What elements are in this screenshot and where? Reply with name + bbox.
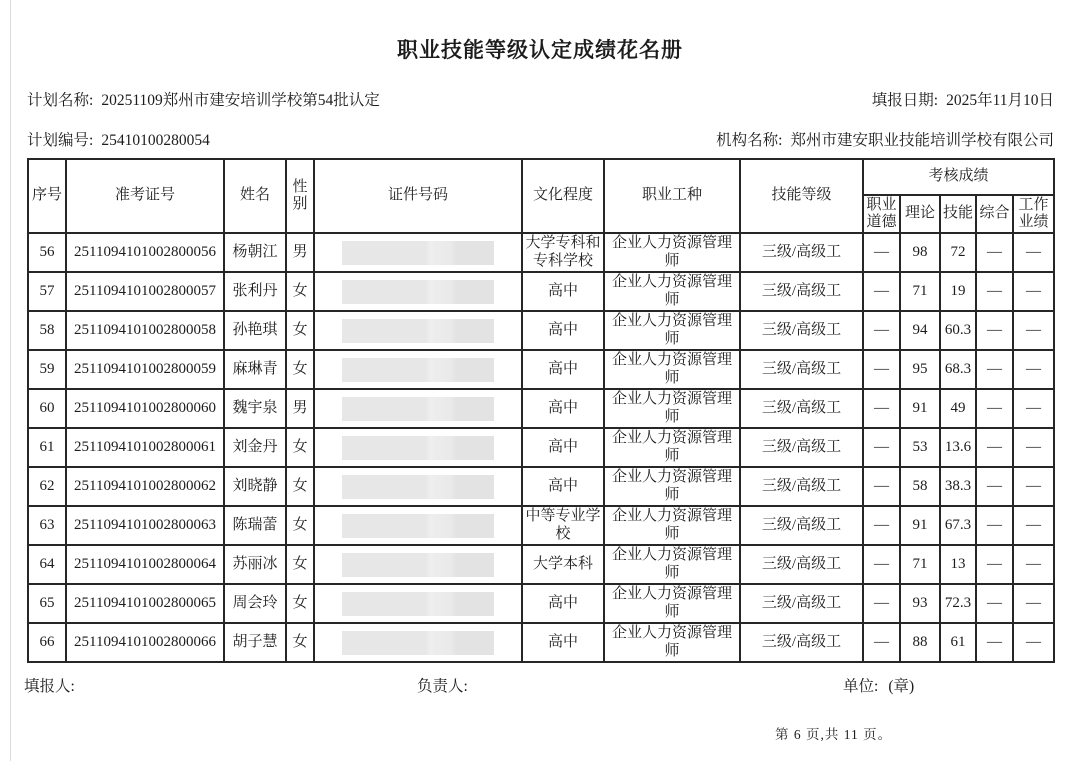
org-name xyxy=(716,128,1054,150)
cell-score-ethics: — xyxy=(863,311,900,350)
cell-score-work: — xyxy=(1013,272,1054,311)
cell-exam-no: 2511094101002800062 xyxy=(66,467,224,506)
cell-education: 高中 xyxy=(522,467,604,506)
cell-education: 高中 xyxy=(522,584,604,623)
table-row xyxy=(28,389,1054,428)
cell-occupation: 企业人力资源管理师 xyxy=(604,428,740,467)
cell-id-no xyxy=(314,389,522,428)
redacted-id-box xyxy=(342,397,494,421)
cell-score-work: — xyxy=(1013,428,1054,467)
redacted-id-box xyxy=(342,475,494,499)
cell-id-no xyxy=(314,467,522,506)
cell-no: 62 xyxy=(28,467,66,506)
cell-id-no xyxy=(314,233,522,272)
header-gender: 性别 xyxy=(286,159,314,233)
cell-education: 高中 xyxy=(522,272,604,311)
plan-code-value: 25410100280054 xyxy=(101,132,210,149)
page-title: 职业技能等级认定成绩花名册 xyxy=(397,39,683,62)
cell-exam-no: 2511094101002800058 xyxy=(66,311,224,350)
cell-no: 58 xyxy=(28,311,66,350)
cell-no: 66 xyxy=(28,623,66,662)
cell-occupation: 企业人力资源管理师 xyxy=(604,467,740,506)
unit-label-group xyxy=(843,674,914,696)
header-theory: 理论 xyxy=(900,195,940,233)
report-date-value: 2025年11月10日 xyxy=(946,92,1054,109)
header-work: 工作业绩 xyxy=(1013,195,1054,233)
header-level: 技能等级 xyxy=(740,159,863,233)
cell-level: 三级/高级工 xyxy=(740,506,863,545)
table-row xyxy=(28,545,1054,584)
cell-score-work: — xyxy=(1013,545,1054,584)
table-row xyxy=(28,584,1054,623)
cell-id-no xyxy=(314,428,522,467)
cell-gender: 女 xyxy=(286,350,314,389)
cell-score-ethics: — xyxy=(863,389,900,428)
plan-code-label: 计划编号: xyxy=(27,132,94,149)
cell-score-work: — xyxy=(1013,584,1054,623)
cell-score-skill: 49 xyxy=(940,389,976,428)
cell-gender: 女 xyxy=(286,272,314,311)
footer-row xyxy=(0,674,1080,694)
cell-occupation: 企业人力资源管理师 xyxy=(604,623,740,662)
cell-score-skill: 61 xyxy=(940,623,976,662)
cell-education: 高中 xyxy=(522,350,604,389)
cell-no: 60 xyxy=(28,389,66,428)
cell-level: 三级/高级工 xyxy=(740,233,863,272)
cell-score-comprehensive: — xyxy=(976,389,1013,428)
cell-score-skill: 38.3 xyxy=(940,467,976,506)
cell-gender: 男 xyxy=(286,389,314,428)
cell-score-skill: 68.3 xyxy=(940,350,976,389)
cell-score-comprehensive: — xyxy=(976,623,1013,662)
cell-score-theory: 71 xyxy=(900,545,940,584)
plan-name xyxy=(27,88,380,110)
table-row xyxy=(28,350,1054,389)
cell-occupation: 企业人力资源管理师 xyxy=(604,506,740,545)
cell-exam-no: 2511094101002800061 xyxy=(66,428,224,467)
cell-score-theory: 98 xyxy=(900,233,940,272)
cell-score-ethics: — xyxy=(863,272,900,311)
cell-level: 三级/高级工 xyxy=(740,389,863,428)
cell-score-theory: 58 xyxy=(900,467,940,506)
cell-education: 大学本科 xyxy=(522,545,604,584)
cell-occupation: 企业人力资源管理师 xyxy=(604,311,740,350)
cell-no: 56 xyxy=(28,233,66,272)
cell-score-comprehensive: — xyxy=(976,233,1013,272)
unit-value: (章) xyxy=(888,678,915,695)
cell-score-comprehensive: — xyxy=(976,428,1013,467)
cell-level: 三级/高级工 xyxy=(740,428,863,467)
cell-name: 胡子慧 xyxy=(224,623,286,662)
cell-name: 孙艳琪 xyxy=(224,311,286,350)
cell-score-work: — xyxy=(1013,233,1054,272)
roster-table xyxy=(27,158,1055,663)
cell-occupation: 企业人力资源管理师 xyxy=(604,545,740,584)
header-skill: 技能 xyxy=(940,195,976,233)
cell-level: 三级/高级工 xyxy=(740,272,863,311)
cell-score-ethics: — xyxy=(863,428,900,467)
page-edge-divider xyxy=(10,0,11,761)
meta-row-1 xyxy=(27,88,1054,110)
table-row xyxy=(28,311,1054,350)
cell-exam-no: 2511094101002800059 xyxy=(66,350,224,389)
plan-name-label: 计划名称: xyxy=(27,92,94,109)
cell-score-ethics: — xyxy=(863,584,900,623)
cell-occupation: 企业人力资源管理师 xyxy=(604,272,740,311)
cell-gender: 女 xyxy=(286,506,314,545)
plan-code xyxy=(27,128,210,150)
cell-score-work: — xyxy=(1013,350,1054,389)
cell-occupation: 企业人力资源管理师 xyxy=(604,584,740,623)
header-comprehensive: 综合 xyxy=(976,195,1013,233)
cell-score-theory: 91 xyxy=(900,389,940,428)
cell-id-no xyxy=(314,545,522,584)
org-name-label: 机构名称: xyxy=(716,132,783,149)
cell-exam-no: 2511094101002800056 xyxy=(66,233,224,272)
header-name: 姓名 xyxy=(224,159,286,233)
cell-id-no xyxy=(314,506,522,545)
cell-score-theory: 91 xyxy=(900,506,940,545)
cell-no: 65 xyxy=(28,584,66,623)
cell-no: 59 xyxy=(28,350,66,389)
cell-score-skill: 72.3 xyxy=(940,584,976,623)
cell-score-theory: 95 xyxy=(900,350,940,389)
cell-score-work: — xyxy=(1013,623,1054,662)
cell-occupation: 企业人力资源管理师 xyxy=(604,389,740,428)
cell-score-work: — xyxy=(1013,389,1054,428)
manager-label: 负责人: xyxy=(417,678,468,695)
cell-score-work: — xyxy=(1013,311,1054,350)
redacted-id-box xyxy=(342,436,494,460)
table-row xyxy=(28,272,1054,311)
unit-label: 单位: xyxy=(843,678,879,695)
cell-score-skill: 72 xyxy=(940,233,976,272)
cell-score-theory: 53 xyxy=(900,428,940,467)
report-date-label: 填报日期: xyxy=(871,92,939,109)
cell-name: 魏宇泉 xyxy=(224,389,286,428)
cell-gender: 女 xyxy=(286,467,314,506)
cell-level: 三级/高级工 xyxy=(740,467,863,506)
cell-id-no xyxy=(314,584,522,623)
cell-level: 三级/高级工 xyxy=(740,350,863,389)
cell-name: 张利丹 xyxy=(224,272,286,311)
cell-score-comprehensive: — xyxy=(976,584,1013,623)
table-row xyxy=(28,467,1054,506)
cell-name: 杨朝江 xyxy=(224,233,286,272)
header-ethics: 职业道德 xyxy=(863,195,900,233)
cell-gender: 女 xyxy=(286,584,314,623)
cell-score-theory: 94 xyxy=(900,311,940,350)
redacted-id-box xyxy=(342,631,494,655)
cell-score-theory: 71 xyxy=(900,272,940,311)
header-occupation: 职业工种 xyxy=(604,159,740,233)
report-date xyxy=(872,88,1054,110)
meta-row-2 xyxy=(27,128,1054,150)
cell-no: 61 xyxy=(28,428,66,467)
cell-no: 57 xyxy=(28,272,66,311)
cell-score-comprehensive: — xyxy=(976,506,1013,545)
cell-score-theory: 88 xyxy=(900,623,940,662)
redacted-id-box xyxy=(342,553,494,577)
cell-name: 刘金丹 xyxy=(224,428,286,467)
cell-level: 三级/高级工 xyxy=(740,584,863,623)
cell-no: 63 xyxy=(28,506,66,545)
cell-score-ethics: — xyxy=(863,545,900,584)
header-score-group: 考核成绩 xyxy=(863,159,1054,195)
cell-occupation: 企业人力资源管理师 xyxy=(604,233,740,272)
table-row xyxy=(28,506,1054,545)
cell-score-theory: 93 xyxy=(900,584,940,623)
table-row xyxy=(28,623,1054,662)
cell-score-work: — xyxy=(1013,467,1054,506)
cell-score-skill: 13 xyxy=(940,545,976,584)
redacted-id-box xyxy=(342,358,494,382)
cell-level: 三级/高级工 xyxy=(740,545,863,584)
cell-score-work: — xyxy=(1013,506,1054,545)
cell-score-comprehensive: — xyxy=(976,545,1013,584)
cell-score-ethics: — xyxy=(863,350,900,389)
cell-score-skill: 67.3 xyxy=(940,506,976,545)
cell-education: 高中 xyxy=(522,623,604,662)
cell-exam-no: 2511094101002800060 xyxy=(66,389,224,428)
cell-name: 苏丽冰 xyxy=(224,545,286,584)
table-row xyxy=(28,233,1054,272)
cell-id-no xyxy=(314,623,522,662)
cell-gender: 女 xyxy=(286,311,314,350)
cell-education: 高中 xyxy=(522,428,604,467)
cell-score-skill: 60.3 xyxy=(940,311,976,350)
cell-level: 三级/高级工 xyxy=(740,311,863,350)
header-id-no: 证件号码 xyxy=(314,159,522,233)
cell-exam-no: 2511094101002800066 xyxy=(66,623,224,662)
cell-level: 三级/高级工 xyxy=(740,623,863,662)
cell-gender: 女 xyxy=(286,545,314,584)
redacted-id-box xyxy=(342,241,494,265)
redacted-id-box xyxy=(342,592,494,616)
cell-score-skill: 19 xyxy=(940,272,976,311)
cell-education: 大学专科和专科学校 xyxy=(522,233,604,272)
redacted-id-box xyxy=(342,319,494,343)
cell-gender: 女 xyxy=(286,623,314,662)
plan-name-value: 20251109郑州市建安培训学校第54批认定 xyxy=(101,92,380,109)
filler-label: 填报人: xyxy=(24,678,75,695)
cell-name: 周会玲 xyxy=(224,584,286,623)
cell-gender: 男 xyxy=(286,233,314,272)
cell-score-comprehensive: — xyxy=(976,467,1013,506)
cell-score-ethics: — xyxy=(863,233,900,272)
cell-exam-no: 2511094101002800064 xyxy=(66,545,224,584)
cell-score-ethics: — xyxy=(863,623,900,662)
cell-score-ethics: — xyxy=(863,467,900,506)
header-exam-no: 准考证号 xyxy=(66,159,224,233)
cell-score-comprehensive: — xyxy=(976,272,1013,311)
header-education: 文化程度 xyxy=(522,159,604,233)
cell-education: 中等专业学校 xyxy=(522,506,604,545)
cell-exam-no: 2511094101002800065 xyxy=(66,584,224,623)
header-no: 序号 xyxy=(28,159,66,233)
org-name-value: 郑州市建安职业技能培训学校有限公司 xyxy=(790,132,1054,149)
table-row xyxy=(28,428,1054,467)
cell-exam-no: 2511094101002800057 xyxy=(66,272,224,311)
cell-id-no xyxy=(314,350,522,389)
cell-score-skill: 13.6 xyxy=(940,428,976,467)
cell-name: 陈瑞蕾 xyxy=(224,506,286,545)
cell-score-comprehensive: — xyxy=(976,350,1013,389)
cell-education: 高中 xyxy=(522,311,604,350)
cell-score-ethics: — xyxy=(863,506,900,545)
cell-no: 64 xyxy=(28,545,66,584)
cell-name: 麻琳青 xyxy=(224,350,286,389)
redacted-id-box xyxy=(342,514,494,538)
cell-occupation: 企业人力资源管理师 xyxy=(604,350,740,389)
cell-score-comprehensive: — xyxy=(976,311,1013,350)
cell-gender: 女 xyxy=(286,428,314,467)
page-number: 第 6 页,共 11 页。 xyxy=(775,727,893,742)
redacted-id-box xyxy=(342,280,494,304)
cell-id-no xyxy=(314,272,522,311)
cell-id-no xyxy=(314,311,522,350)
cell-name: 刘晓静 xyxy=(224,467,286,506)
cell-education: 高中 xyxy=(522,389,604,428)
cell-exam-no: 2511094101002800063 xyxy=(66,506,224,545)
